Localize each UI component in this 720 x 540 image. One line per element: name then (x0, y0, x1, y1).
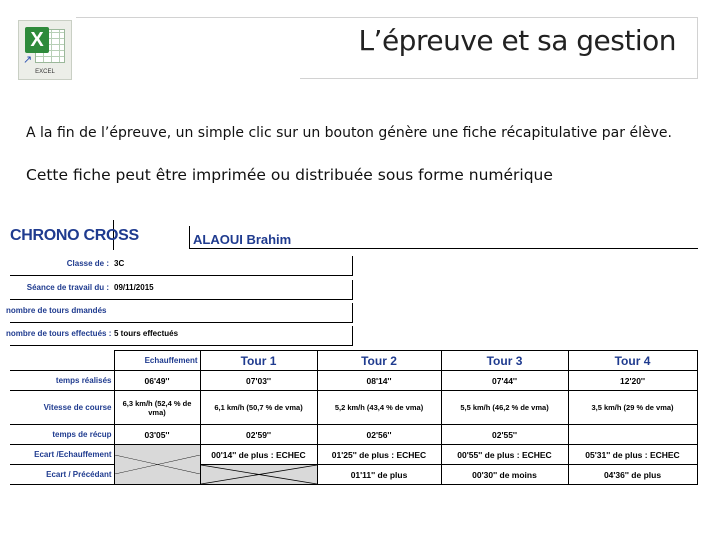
excel-logo (18, 20, 72, 80)
row-label-recup: temps de récup (10, 425, 114, 445)
table-row (10, 391, 697, 425)
table-cell: 01'11'' de plus (317, 465, 441, 485)
info-label: Séance de travail du : (26, 283, 109, 292)
info-row-classe (10, 256, 353, 276)
crossed-out-cell (114, 445, 200, 485)
title-underline (300, 78, 698, 79)
info-label: Classe de : (66, 259, 109, 268)
row-label-temps: temps réalisés (10, 371, 114, 391)
table-cell: 00'55'' de plus : ECHEC (441, 445, 568, 465)
table-cell: 6,3 km/h (52,4 % de vma) (114, 391, 200, 425)
table-cell: 05'31'' de plus : ECHEC (568, 445, 697, 465)
shortcut-arrow-icon: ↗ (23, 54, 33, 66)
paragraph-1: A la fin de l’épreuve, un simple clic sur un bouton génère une fiche récapitulative par élève. (26, 125, 672, 141)
info-value: 09/11/2015 (114, 283, 154, 292)
cross-icon (115, 455, 200, 474)
table-cell: 02'59'' (200, 425, 317, 445)
table-cell: 01'25'' de plus : ECHEC (317, 445, 441, 465)
slide-title: L’épreuve et sa gestion (358, 24, 676, 57)
paragraph-2: Cette fiche peut être imprimée ou distribuée sous forme numérique (26, 166, 553, 184)
row-label-ecart-precedant: Ecart / Précédant (10, 465, 114, 485)
header-warmup: Echauffement (114, 351, 200, 371)
table-cell: 00'14'' de plus : ECHEC (200, 445, 317, 465)
row-label-ecart-echauffement: Ecart /Echauffement (10, 445, 114, 465)
header-tour-2: Tour 2 (317, 351, 441, 371)
table-cell: 12'20'' (568, 371, 697, 391)
info-label: nombre de tours effectués : (6, 329, 112, 338)
excel-icon: X (25, 27, 49, 53)
results-table (10, 350, 698, 485)
table-cell: 04'36'' de plus (568, 465, 697, 485)
crossed-out-cell (200, 465, 317, 485)
empty-cell (10, 351, 114, 371)
table-header-row (10, 351, 697, 371)
table-cell: 03'05'' (114, 425, 200, 445)
table-cell (568, 425, 697, 445)
app-title: CHRONO CROSS (10, 227, 139, 244)
table-row (10, 445, 697, 465)
header-tour-1: Tour 1 (200, 351, 317, 371)
info-label: nombre de tours dmandés (6, 306, 107, 315)
row-label-vitesse: Vitesse de course (10, 391, 114, 425)
table-row (10, 371, 697, 391)
table-cell: 07'44'' (441, 371, 568, 391)
table-cell: 02'56'' (317, 425, 441, 445)
table-cell: 6,1 km/h (50,7 % de vma) (200, 391, 317, 425)
table-cell: 5,2 km/h (43,4 % de vma) (317, 391, 441, 425)
student-name: ALAOUI Brahim (193, 232, 292, 247)
cross-icon (201, 465, 317, 484)
table-cell: 5,5 km/h (46,2 % de vma) (441, 391, 568, 425)
table-cell: 02'55'' (441, 425, 568, 445)
info-row-tours-effectues (6, 326, 353, 346)
table-row (10, 465, 697, 485)
logo-caption: EXCEL (35, 69, 55, 75)
table-cell: 08'14'' (317, 371, 441, 391)
info-value: 5 tours effectués (114, 329, 179, 338)
table-cell: 00'30'' de moins (441, 465, 568, 485)
table-cell: 3,5 km/h (29 % de vma) (568, 391, 697, 425)
table-cell: 06'49'' (114, 371, 200, 391)
table-cell: 07'03'' (200, 371, 317, 391)
info-row-tours-demandes (6, 303, 353, 323)
info-value: 3C (114, 259, 125, 268)
header-tour-4: Tour 4 (568, 351, 697, 371)
info-row-seance (10, 280, 353, 300)
header-tour-3: Tour 3 (441, 351, 568, 371)
table-row (10, 425, 697, 445)
